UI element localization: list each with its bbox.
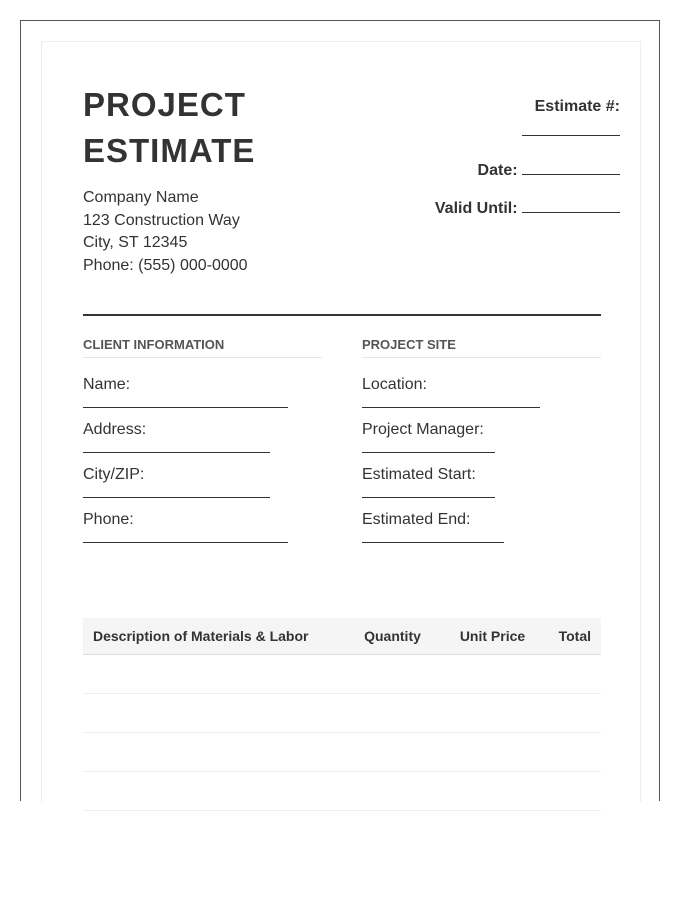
date-field[interactable] xyxy=(522,160,620,175)
client-information-heading: CLIENT INFORMATION xyxy=(83,337,322,358)
date-row xyxy=(360,160,620,182)
client-address-label: Address: xyxy=(83,421,147,438)
table-cell-quantity[interactable] xyxy=(345,694,440,733)
table-row xyxy=(83,694,601,733)
column-header-description: Description of Materials & Labor xyxy=(83,618,345,655)
table-row xyxy=(83,733,601,772)
header-divider xyxy=(83,314,601,316)
table-cell-total[interactable] xyxy=(545,772,601,811)
company-info xyxy=(83,187,248,277)
client-name-label: Name: xyxy=(83,376,131,393)
table-cell-total[interactable] xyxy=(545,733,601,772)
table-cell-unit-price[interactable] xyxy=(440,733,545,772)
estimate-number-line-row xyxy=(360,121,620,143)
client-address-line[interactable] xyxy=(83,452,270,453)
line-items-header-row xyxy=(83,618,601,655)
table-cell-description[interactable] xyxy=(83,694,345,733)
estimated-end-label: Estimated End: xyxy=(362,511,471,528)
estimated-start-field xyxy=(362,466,601,498)
table-cell-quantity[interactable] xyxy=(345,772,440,811)
estimated-end-field xyxy=(362,511,601,543)
column-header-total: Total xyxy=(545,618,601,655)
estimate-meta xyxy=(360,98,620,220)
column-header-unit-price: Unit Price xyxy=(440,618,545,655)
client-cityzip-label: City/ZIP: xyxy=(83,466,145,483)
project-manager-label: Project Manager: xyxy=(362,421,484,438)
date-label: Date: xyxy=(477,162,518,179)
estimate-sheet xyxy=(41,41,641,802)
table-cell-description[interactable] xyxy=(83,772,345,811)
table-cell-total[interactable] xyxy=(545,655,601,694)
document-title xyxy=(83,82,303,174)
client-cityzip-field xyxy=(83,466,322,498)
table-cell-unit-price[interactable] xyxy=(440,655,545,694)
company-city: City, ST 12345 xyxy=(83,234,188,251)
site-location-line[interactable] xyxy=(362,407,540,408)
client-phone-line[interactable] xyxy=(83,542,288,543)
table-cell-description[interactable] xyxy=(83,655,345,694)
table-cell-quantity[interactable] xyxy=(345,655,440,694)
client-phone-field xyxy=(83,511,322,543)
client-phone-label: Phone: xyxy=(83,511,134,528)
line-items-table xyxy=(83,618,601,811)
title-line-1: PROJECT xyxy=(83,86,246,123)
company-address: 123 Construction Way xyxy=(83,211,240,229)
title-line-2: ESTIMATE xyxy=(83,132,256,169)
valid-until-field[interactable] xyxy=(522,198,620,213)
client-name-line[interactable] xyxy=(83,407,288,408)
client-name-field xyxy=(83,376,322,408)
estimate-number-row xyxy=(360,98,620,121)
project-site-section xyxy=(362,337,601,543)
table-cell-total[interactable] xyxy=(545,694,601,733)
project-site-heading: PROJECT SITE xyxy=(362,337,601,358)
column-header-quantity: Quantity xyxy=(345,618,440,655)
site-location-field xyxy=(362,376,601,408)
valid-until-label: Valid Until: xyxy=(434,200,518,217)
site-location-label: Location: xyxy=(362,376,427,393)
company-name: Company Name xyxy=(83,189,199,206)
estimate-number-label: Estimate #: xyxy=(534,98,620,115)
valid-until-row xyxy=(360,198,620,220)
client-information-section xyxy=(83,337,322,543)
table-cell-unit-price[interactable] xyxy=(440,694,545,733)
estimate-number-field[interactable] xyxy=(522,121,620,136)
client-address-field xyxy=(83,421,322,453)
project-manager-field xyxy=(362,421,601,453)
estimated-start-line[interactable] xyxy=(362,497,495,498)
table-cell-quantity[interactable] xyxy=(345,733,440,772)
project-manager-line[interactable] xyxy=(362,452,495,453)
page-frame xyxy=(20,20,660,801)
table-row xyxy=(83,772,601,811)
table-row xyxy=(83,655,601,694)
estimated-end-line[interactable] xyxy=(362,542,504,543)
client-cityzip-line[interactable] xyxy=(83,497,270,498)
table-cell-description[interactable] xyxy=(83,733,345,772)
table-cell-unit-price[interactable] xyxy=(440,772,545,811)
estimated-start-label: Estimated Start: xyxy=(362,466,476,483)
company-phone: Phone: (555) 000-0000 xyxy=(83,256,248,274)
